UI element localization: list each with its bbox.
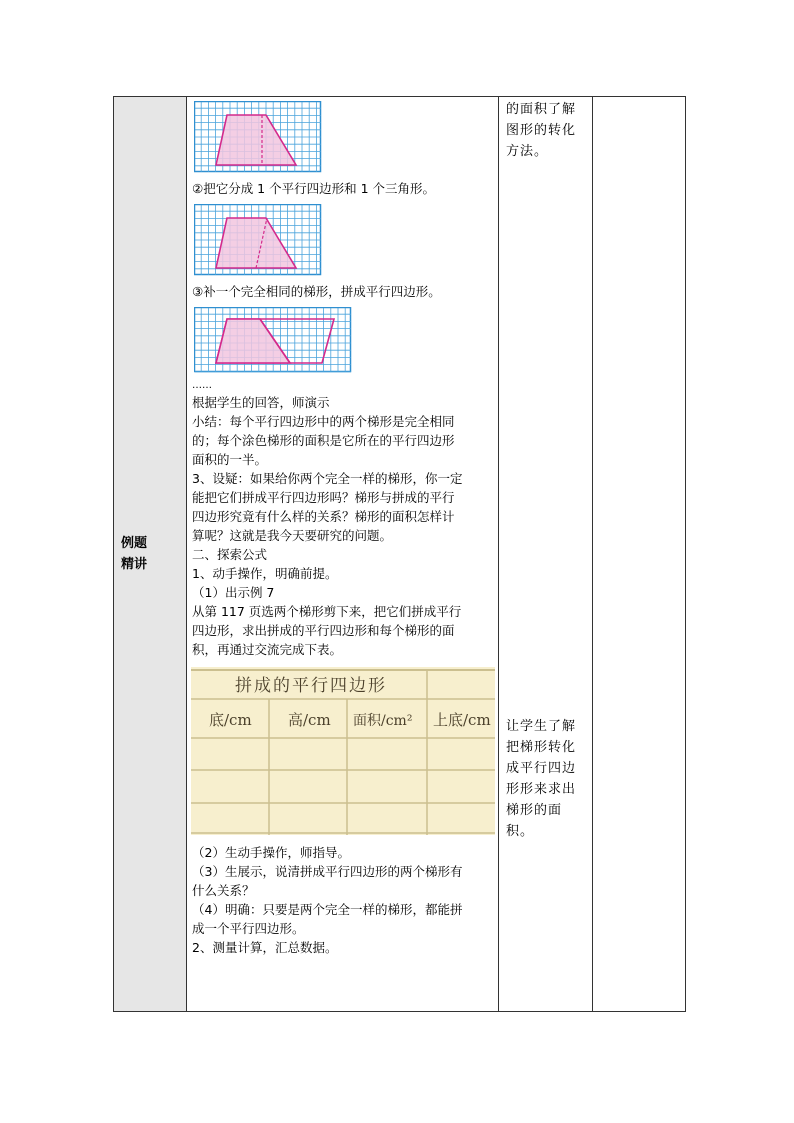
text-line: （2）生动手操作，师指导。: [192, 845, 350, 860]
text-line: 3、设疑：如果给你两个完全一样的梯形，你一定: [192, 471, 463, 486]
text-line: （1）出示例 7: [192, 585, 275, 600]
text-line: 积，再通过交流完成下表。: [192, 642, 343, 657]
text-line: 成一个平行四边形。: [192, 921, 305, 936]
table-column-header: 高/cm: [288, 711, 331, 729]
row-label-line: 例题: [121, 536, 148, 551]
intent-line: 图形的转化: [506, 123, 577, 138]
explanation-block: [192, 393, 498, 659]
textbook-table-image: [191, 667, 495, 835]
ellipsis: ……: [192, 380, 212, 391]
intent-note-top: [499, 97, 592, 162]
text-line: （4）明确：只要是两个完全一样的梯形，都能拼: [192, 902, 463, 917]
trapezoid-grid-figure-1: [194, 101, 322, 173]
text-line: （3）生展示，说清拼成平行四边形的两个梯形有: [192, 864, 463, 879]
text-line: 能把它们拼成平行四边形吗？梯形与拼成的平行: [192, 490, 455, 505]
text-line: 算呢？这就是我今天要研究的问题。: [192, 528, 393, 543]
text-line: 四边形究竟有什么样的关系？梯形的面积怎样计: [192, 509, 455, 524]
text-line: 根据学生的回答，师演示: [192, 395, 330, 410]
table-row: [114, 97, 686, 1012]
text-line: 四边形，求出拼成的平行四边形和每个梯形的面: [192, 623, 455, 638]
intent-line: 的面积了解: [506, 102, 577, 117]
table-column-header: 上底/cm: [433, 711, 491, 729]
intent-line: 把梯形转化: [506, 740, 577, 755]
intent-line: 形形来求出: [506, 782, 577, 797]
intent-line: 梯形的面积。: [506, 803, 563, 839]
row-label: [114, 533, 186, 575]
text-line: 什么关系？: [192, 883, 255, 898]
intent-note-bottom: [499, 714, 592, 842]
parallelogram-grid-figure: [194, 307, 352, 373]
table-column-header: 面积/cm²: [353, 713, 413, 729]
row-label-cell: [114, 97, 187, 1012]
text-line: 1、动手操作，明确前提。: [192, 566, 338, 581]
text-line: 的；每个涂色梯形的面积是它所在的平行四边形: [192, 433, 455, 448]
row-label-line: 精讲: [121, 557, 148, 572]
text-line: 二、探索公式: [192, 547, 268, 562]
intent-line: 成平行四边: [506, 761, 577, 776]
table-header: 拼成的平行四边形: [235, 676, 387, 696]
text-line: 面积的一半。: [192, 452, 268, 467]
activity-block: [192, 843, 498, 957]
notes-cell: [593, 97, 686, 1012]
design-intent-cell: [499, 97, 593, 1012]
trapezoid-grid-figure-2: [194, 204, 322, 276]
text-line: 小结：每个平行四边形中的两个梯形是完全相同: [192, 414, 455, 429]
text-line: 2、测量计算，汇总数据。: [192, 940, 338, 955]
text-line: 从第 117 页选两个梯形剪下来，把它们拼成平行: [192, 604, 462, 619]
step-2-text: ②把它分成 1 个平行四边形和 1 个三角形。: [192, 181, 436, 196]
lesson-plan-table: [113, 96, 686, 1012]
teaching-process-cell: [187, 97, 499, 1012]
intent-line: 方法。: [506, 144, 549, 159]
table-column-header: 底/cm: [209, 711, 252, 729]
intent-line: 让学生了解: [506, 719, 577, 734]
step-3-text: ③补一个完全相同的梯形，拼成平行四边形。: [192, 284, 441, 299]
